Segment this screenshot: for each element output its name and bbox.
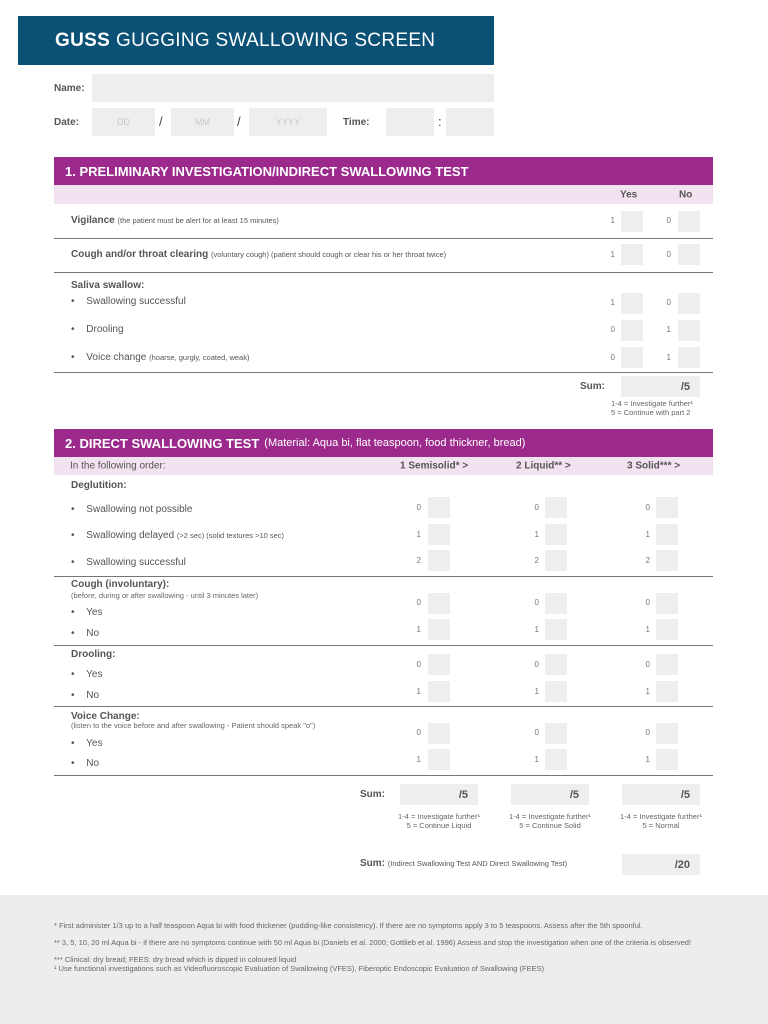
voice-change-label: Voice Change: <box>71 711 140 722</box>
score-solid: 1 <box>645 687 650 696</box>
sum-solid-field[interactable]: /5 <box>622 784 700 805</box>
divider <box>54 372 713 373</box>
time-minute-field[interactable] <box>446 108 494 136</box>
col-solid-header: 3 Solid*** > <box>627 460 681 472</box>
voice-yes-score: 0 <box>610 353 615 362</box>
deglutition-label: Deglutition: <box>71 480 127 491</box>
voice-no-score: 1 <box>666 353 671 362</box>
saliva-item <box>71 352 249 363</box>
footnote: *** Clinical: dry bread; FEES: dry bread which is dipped in coloured liquid <box>54 955 297 964</box>
section2-header <box>54 429 713 457</box>
checkbox-liquid[interactable] <box>545 654 567 675</box>
checkbox-semisolid[interactable] <box>428 654 450 675</box>
sum-solid-note <box>603 812 719 830</box>
sum-note-line: 5 = Normal <box>642 821 680 830</box>
saliva-no-checkbox[interactable] <box>678 293 700 314</box>
order-label: In the following order: <box>70 460 166 472</box>
voice-change-note: (listen to the voice before and after swallowing - Patient should speak "o") <box>71 721 316 730</box>
score-liquid: 2 <box>534 556 539 565</box>
sum-liquid-field[interactable]: /5 <box>511 784 589 805</box>
checkbox-liquid[interactable] <box>545 723 567 744</box>
deglutition-item <box>71 557 186 568</box>
divider <box>54 645 713 646</box>
divider <box>54 272 713 273</box>
footnote: ** 3, 5, 10, 20 ml Aqua bi - if there are no symptoms continue with 50 ml Aqua bi (Daniels et al. 2000; Gottlieb et al. 1996) Assess and stop the investigation when one of the criteria is observed! <box>54 938 692 947</box>
date-day-field[interactable]: DD <box>92 108 155 136</box>
checkbox-liquid[interactable] <box>545 619 567 640</box>
deglutition-item <box>71 504 192 515</box>
score-solid: 1 <box>645 625 650 634</box>
saliva-item <box>71 324 124 335</box>
vigilance-yes-score: 1 <box>610 216 615 225</box>
score-solid: 0 <box>645 728 650 737</box>
sum-note-line: 5 = Continue Solid <box>519 821 581 830</box>
checkbox-liquid[interactable] <box>545 593 567 614</box>
col-liquid-header: 2 Liquid** > <box>516 460 571 472</box>
cough-item-text: Yes <box>86 607 103 618</box>
divider <box>54 775 713 776</box>
sum-liquid-note <box>492 812 608 830</box>
checkbox-semisolid[interactable] <box>428 497 450 518</box>
saliva-item <box>71 296 186 307</box>
vigilance-note: (the patient must be alert for at least 15 minutes) <box>117 216 279 225</box>
deglutition-item-note: (>2 sec) (solid textures >10 sec) <box>176 531 285 540</box>
section1-sum-note-1: 1-4 = Investigate further¹ <box>611 399 693 408</box>
saliva-label-row <box>71 280 144 291</box>
divider <box>54 576 713 577</box>
drooling-yes-checkbox[interactable] <box>621 320 643 341</box>
checkbox-semisolid[interactable] <box>428 723 450 744</box>
score-solid: 0 <box>645 598 650 607</box>
score-semisolid: 1 <box>416 530 421 539</box>
deglutition-item-text: Swallowing successful <box>86 557 186 568</box>
saliva-item-text: Drooling <box>86 324 124 335</box>
cough-note: (voluntary cough) (patient should cough or clear his or her throat twice) <box>211 250 447 259</box>
score-liquid: 1 <box>534 755 539 764</box>
drooling-item-text: No <box>86 690 100 701</box>
drooling-item-text: Yes <box>86 669 103 680</box>
sum-note-line: 5 = Continue Liquid <box>406 821 472 830</box>
date-separator: / <box>159 114 163 129</box>
deglutition-item-text: Swallowing not possible <box>86 504 193 515</box>
voice-change-item <box>71 738 102 749</box>
total-sum-label: Sum: <box>360 858 385 869</box>
saliva-yes-score: 1 <box>610 298 615 307</box>
saliva-yes-checkbox[interactable] <box>621 293 643 314</box>
divider <box>54 706 713 707</box>
score-semisolid: 0 <box>416 660 421 669</box>
voice-yes-checkbox[interactable] <box>621 347 643 368</box>
score-semisolid: 0 <box>416 598 421 607</box>
score-semisolid: 2 <box>416 556 421 565</box>
checkbox-solid[interactable] <box>656 550 678 571</box>
checkbox-liquid[interactable] <box>545 550 567 571</box>
cough-involuntary-note: (before, during or after swallowing - until 3 minutes later) <box>71 591 259 600</box>
score-liquid: 1 <box>534 625 539 634</box>
total-sum-note: (Indirect Swallowing Test AND Direct Swallowing Test) <box>387 859 568 868</box>
section2-subtitle: (Material: Aqua bi, flat teaspoon, food thickner, bread) <box>264 437 526 449</box>
checkbox-liquid[interactable] <box>545 681 567 702</box>
checkbox-solid[interactable] <box>656 524 678 545</box>
voice-change-item-text: No <box>86 758 100 769</box>
checkbox-liquid[interactable] <box>545 524 567 545</box>
score-solid: 0 <box>645 503 650 512</box>
title-brand: GUSS <box>55 29 111 51</box>
drooling-no-checkbox[interactable] <box>678 320 700 341</box>
checkbox-semisolid[interactable] <box>428 619 450 640</box>
vigilance-yes-checkbox[interactable] <box>621 211 643 232</box>
cough-label: Cough and/or throat clearing <box>71 249 209 260</box>
drooling-label: Drooling: <box>71 649 116 660</box>
cough-involuntary-label: Cough (involuntary): <box>71 579 170 590</box>
deglutition-label-row <box>71 480 127 491</box>
checkbox-solid[interactable] <box>656 654 678 675</box>
section1-sum-label: Sum: <box>580 381 605 392</box>
cough-yes-checkbox[interactable] <box>621 244 643 265</box>
checkbox-semisolid[interactable] <box>428 524 450 545</box>
section2-title: 2. DIRECT SWALLOWING TEST <box>65 435 260 451</box>
score-semisolid: 0 <box>416 728 421 737</box>
score-liquid: 0 <box>534 660 539 669</box>
name-label: Name: <box>54 83 85 94</box>
checkbox-solid[interactable] <box>656 619 678 640</box>
total-sum-field[interactable]: /20 <box>622 854 700 875</box>
voice-no-checkbox[interactable] <box>678 347 700 368</box>
sum-semisolid-note <box>381 812 497 830</box>
score-semisolid: 1 <box>416 687 421 696</box>
vigilance-no-score: 0 <box>666 216 671 225</box>
voice-change-note: (hoarse, gurgly, coated, weak) <box>149 353 250 362</box>
checkbox-solid[interactable] <box>656 749 678 770</box>
section1-sum-note-2: 5 = Continue with part 2 <box>611 408 691 417</box>
sum-note-line: 1-4 = Investigate further¹ <box>398 812 480 821</box>
deglutition-item-text: Swallowing delayed <box>86 530 175 541</box>
score-liquid: 1 <box>534 530 539 539</box>
section1-sum-field[interactable]: /5 <box>621 376 700 397</box>
checkbox-solid[interactable] <box>656 497 678 518</box>
divider <box>54 238 713 239</box>
cough-item <box>71 628 99 639</box>
footnote: * First administer 1/3 up to a half teaspoon Aqua bi with food thickener (pudding-like consistency). If there are no symptoms apply 3 to 5 teaspoons. Assess after the 5th spoonful. <box>54 921 643 930</box>
score-liquid: 0 <box>534 503 539 512</box>
saliva-item-text: Voice change <box>86 352 147 363</box>
sum-semisolid-field[interactable]: /5 <box>400 784 478 805</box>
saliva-no-score: 0 <box>666 298 671 307</box>
time-separator: : <box>438 114 442 129</box>
section1-subheader <box>54 185 713 204</box>
checkbox-semisolid[interactable] <box>428 681 450 702</box>
cough-item <box>71 607 102 618</box>
total-sum-row <box>360 858 567 869</box>
checkbox-semisolid[interactable] <box>428 593 450 614</box>
drooling-no-score: 1 <box>666 325 671 334</box>
section1-title: 1. PRELIMINARY INVESTIGATION/INDIRECT SWALLOWING TEST <box>65 163 469 179</box>
section1-header <box>54 157 713 185</box>
sum-note-line: 1-4 = Investigate further¹ <box>620 812 702 821</box>
name-field[interactable] <box>92 74 494 102</box>
checkbox-liquid[interactable] <box>545 749 567 770</box>
cough-involuntary-label-row <box>71 579 169 590</box>
date-year-field[interactable]: YYYY <box>249 108 327 136</box>
score-solid: 1 <box>645 755 650 764</box>
section2-sum-label: Sum: <box>360 789 385 800</box>
deglutition-item <box>71 530 284 541</box>
date-label: Date: <box>54 117 80 128</box>
score-solid: 1 <box>645 530 650 539</box>
score-solid: 0 <box>645 660 650 669</box>
checkbox-solid[interactable] <box>656 681 678 702</box>
section2-subheader <box>54 457 713 475</box>
score-semisolid: 0 <box>416 503 421 512</box>
col-no-header: No <box>679 189 693 200</box>
cough-yes-score: 1 <box>610 250 615 259</box>
score-semisolid: 1 <box>416 755 421 764</box>
form-title <box>18 16 494 65</box>
saliva-item-text: Swallowing successful <box>86 296 186 307</box>
score-solid: 2 <box>645 556 650 565</box>
drooling-item <box>71 690 99 701</box>
sum-note-line: 1-4 = Investigate further¹ <box>509 812 591 821</box>
drooling-label-row <box>71 649 115 660</box>
cough-item-text: No <box>86 628 100 639</box>
time-hour-field[interactable] <box>386 108 434 136</box>
vigilance-no-checkbox[interactable] <box>678 211 700 232</box>
date-month-field[interactable]: MM <box>171 108 234 136</box>
cough-row <box>71 249 446 260</box>
vigilance-label: Vigilance <box>71 215 115 226</box>
drooling-yes-score: 0 <box>610 325 615 334</box>
date-separator: / <box>237 114 241 129</box>
drooling-item <box>71 669 102 680</box>
col-semisolid-header: 1 Semisolid* > <box>400 460 469 472</box>
checkbox-semisolid[interactable] <box>428 550 450 571</box>
score-liquid: 1 <box>534 687 539 696</box>
col-yes-header: Yes <box>620 189 638 200</box>
score-liquid: 0 <box>534 728 539 737</box>
vigilance-row <box>71 215 279 226</box>
title-text: GUGGING SWALLOWING SCREEN <box>116 29 436 51</box>
score-liquid: 0 <box>534 598 539 607</box>
checkbox-solid[interactable] <box>656 593 678 614</box>
time-label: Time: <box>343 117 370 128</box>
cough-no-checkbox[interactable] <box>678 244 700 265</box>
checkbox-semisolid[interactable] <box>428 749 450 770</box>
voice-change-item-text: Yes <box>86 738 103 749</box>
voice-change-item <box>71 758 99 769</box>
footnote: ¹ Use functional investigations such as Videofluoroscopic Evaluation of Swallowing (VFES), Fiberoptic Endoscopic Evaluation of Swallowing (FEES) <box>54 964 545 973</box>
checkbox-liquid[interactable] <box>545 497 567 518</box>
checkbox-solid[interactable] <box>656 723 678 744</box>
cough-no-score: 0 <box>666 250 671 259</box>
score-semisolid: 1 <box>416 625 421 634</box>
saliva-label: Saliva swallow: <box>71 280 145 291</box>
